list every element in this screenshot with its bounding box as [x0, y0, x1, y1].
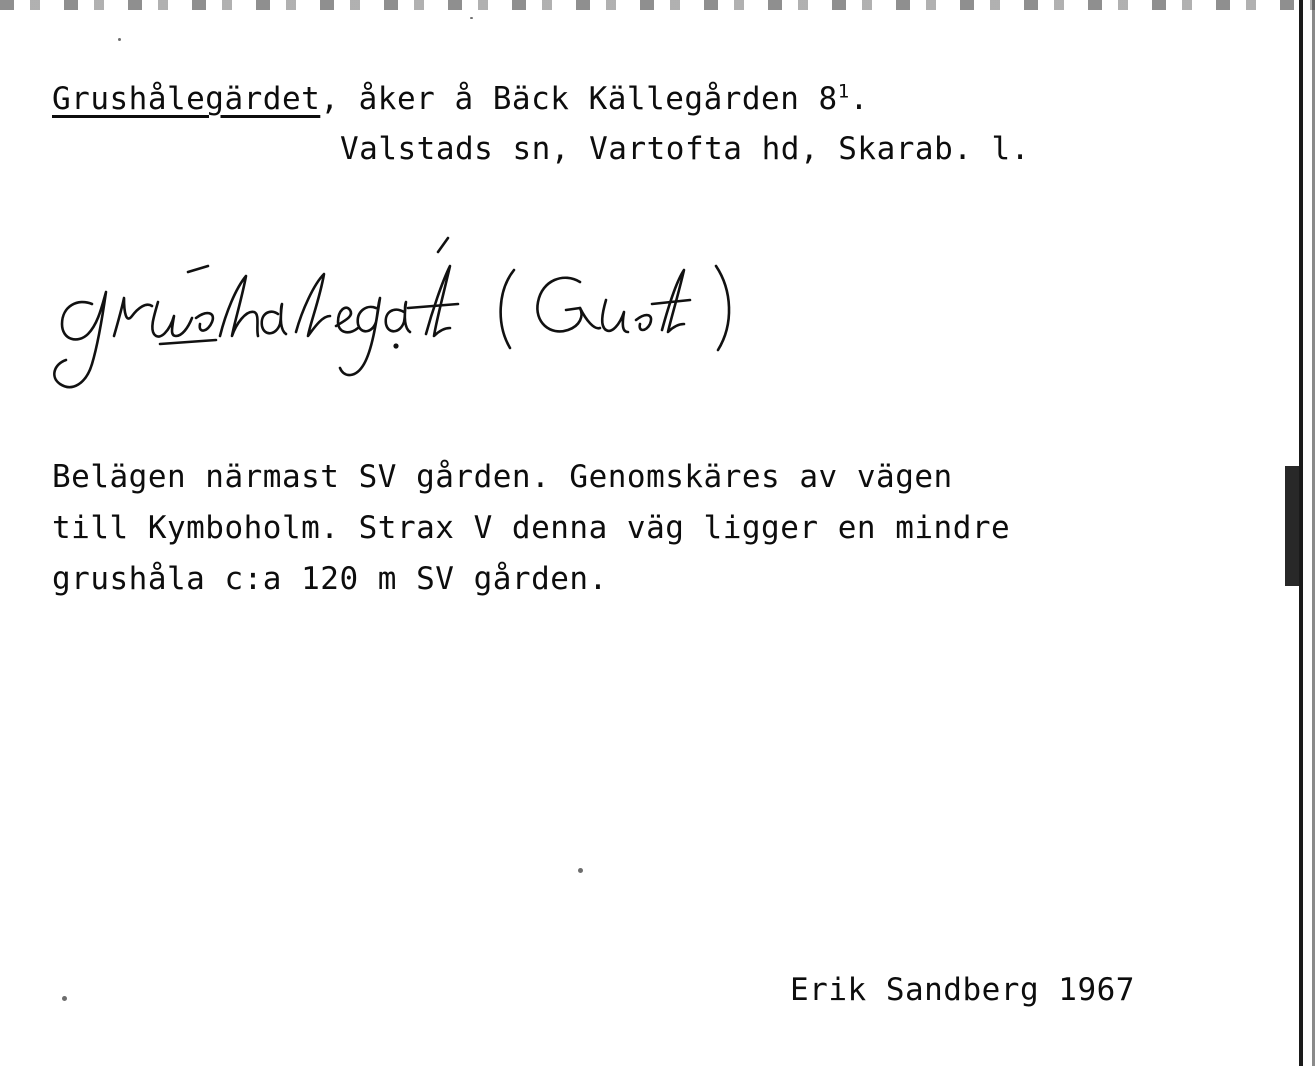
body-line-1: Belägen närmast SV gården. Genomskäres av vägen [52, 459, 953, 495]
card-heading [52, 74, 869, 124]
location-line: Valstads sn, Vartofta hd, Skarab. l. [340, 131, 1030, 167]
heading-place-name: Grushålegärdet [52, 81, 321, 117]
heading-period: . [849, 81, 869, 117]
scan-edge-smudge [1285, 466, 1299, 586]
dust-speck [62, 996, 67, 1001]
body-line-3: grushåla c:a 120 m SV gården. [52, 561, 608, 597]
signature-line: Erik Sandberg 1967 [790, 972, 1135, 1008]
handwritten-note [40, 232, 900, 412]
dust-speck [470, 17, 473, 19]
body-line-2: till Kymboholm. Strax V denna väg ligger en mindre [52, 510, 1011, 546]
dust-speck [578, 868, 583, 873]
handwriting-strokes [40, 232, 900, 412]
heading-rest: , åker å Bäck Källegården 8 [320, 81, 838, 117]
dust-speck [118, 38, 121, 41]
scan-edge-right [1299, 0, 1303, 1066]
body-paragraph [52, 452, 1010, 605]
scan-edge-top [0, 0, 1315, 10]
heading-footnote-marker: 1 [837, 80, 850, 103]
